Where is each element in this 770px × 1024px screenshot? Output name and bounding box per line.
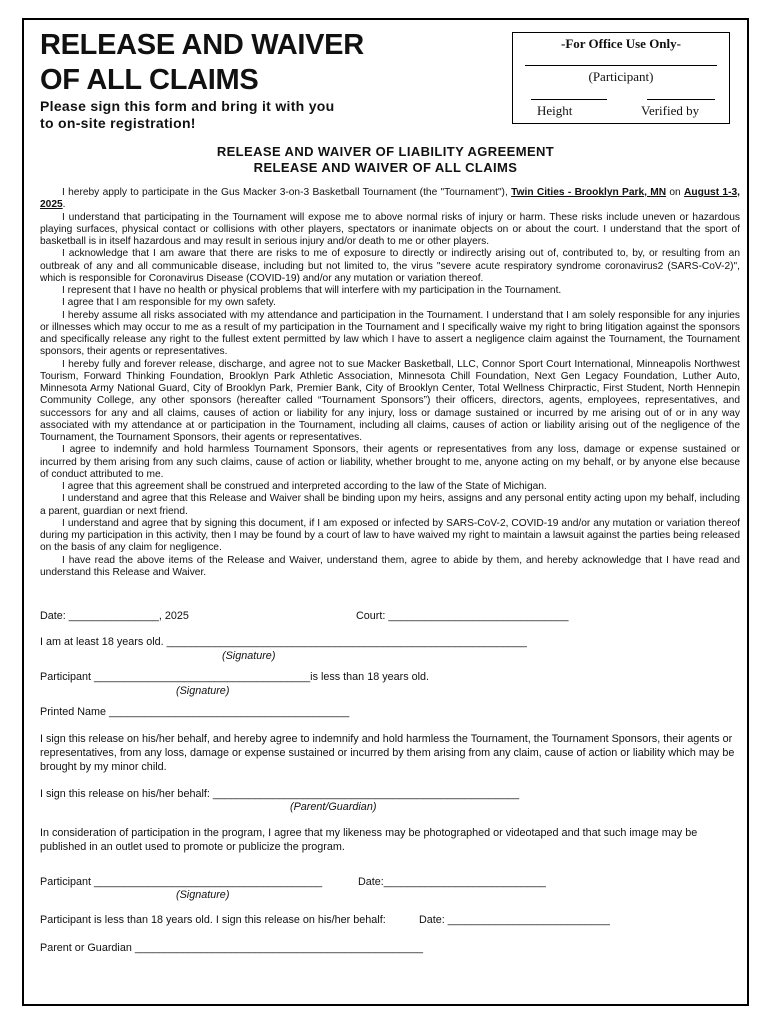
signature-caption: (Signature) — [222, 650, 276, 662]
printed-name-field[interactable]: Printed Name ________________________________________ — [40, 706, 350, 718]
agreement-paragraph: I hereby assume all risks associated with my attendance and participation in the Tournament. I understand that I am solely responsible for any injuries or illnesses which may occur to me as a result of my participation in the Tournament and I specifically waive my right to bring litigation against the sponsors and specifically release any right to the fullest extent permitted by law which I have to assert a negligence claim against the Tournament, the Tournament sponsors, their agents or representatives. — [40, 309, 740, 358]
paragraph-text: . — [62, 199, 66, 211]
signature-caption: (Signature) — [176, 685, 230, 697]
agreement-paragraph: I understand and agree that by signing this document, if I am exposed or infected by SARS-CoV-2, COVID-19 and/or any mutation or variation thereof during my participation in this activity, then I may be found by a court of law to have waived my right to maintain a lawsuit against the parties being released on the basis of any claim for negligence. — [40, 517, 740, 554]
minor-behalf-statement: Participant is less than 18 years old. I sign this release on his/her behalf: — [40, 914, 386, 926]
agreement-paragraph: I understand and agree that this Release and Waiver shall be binding upon my heirs, assigns and any personal entity acting upon my behalf, including a parent, guardian or next friend. — [40, 493, 740, 517]
paragraph-text: I hereby apply to participate in the Gus Macker 3-on-3 Basketball Tournament (the "Tournament"), — [62, 187, 512, 198]
event-location: Twin Cities - Brooklyn Park, MN — [511, 187, 667, 198]
instructions-line-2: to on-site registration! — [40, 115, 196, 131]
parent-guardian-caption: (Parent/Guardian) — [290, 801, 377, 813]
title-line-2: OF ALL CLAIMS — [40, 64, 259, 96]
participant-label: (Participant) — [588, 69, 654, 84]
waiver-form-page — [22, 18, 749, 1006]
minor-behalf-date-field[interactable]: Date: ___________________________ — [419, 914, 610, 926]
agreement-paragraph: I have read the above items of the Release and Waiver, understand them, agree to abide by them, and hereby acknowledge that I have read and understand this Release and Waiver. — [40, 554, 740, 578]
agreement-heading-1: RELEASE AND WAIVER OF LIABILITY AGREEMENT — [216, 144, 555, 159]
agreement-paragraph: I acknowledge that I am aware that there are risks to me of exposure to directly or indirectly arising out of, contributed to, by, or resulting from an outbreak of any and all communicable disease, including but not limited to, the virus "severe acute respiratory syndrome coronavirus2 (SARS-CoV-2)", which is responsible for Coronavirus Disease (COVID-19) and/or any mutation or variation thereof. — [40, 248, 740, 284]
agreement-paragraph: I understand that participating in the Tournament will expose me to above normal risks of injury or harm. These risks include uneven or hazardous playing surfaces, physical contact or collisions with other players, spectators or inanimate objects on or about the court. I understand that the sport of basketball is in itself hazardous and may result in serious injury and/or death to me or other players. — [40, 211, 740, 247]
title-line-1: RELEASE AND WAIVER — [40, 29, 364, 61]
participant-signature-field[interactable]: Participant ______________________________________ — [40, 876, 323, 888]
parent-guardian-field[interactable]: Parent or Guardian ________________________________________________ — [40, 942, 424, 954]
signature-section — [40, 20, 740, 1006]
agreement-paragraph: I agree to indemnify and hold harmless Tournament Sponsors, their agents or representatives from any loss, damage or expense sustained or incurred by them arising from any such claims, cause of action or liability, whether brought to me, anyone acting on my behalf, or by anyone else because of conduct attributed to me. — [40, 444, 740, 480]
agreement-paragraph: I represent that I have no health or physical problems that will interfere with my participation in the Tournament. — [62, 285, 562, 296]
agreement-heading-2: RELEASE AND WAIVER OF ALL CLAIMS — [253, 160, 518, 175]
court-field[interactable]: Court: ______________________________ — [356, 610, 569, 622]
paragraph-text: on — [666, 187, 685, 198]
office-use-heading: -For Office Use Only- — [561, 36, 681, 51]
minor-participant-field[interactable]: Participant ____________________________________is less than 18 years old. — [40, 671, 430, 683]
agreement-paragraph: I agree that I am responsible for my own safety. — [62, 297, 276, 309]
instructions-line-1: Please sign this form and bring it with you — [40, 98, 335, 114]
agreement-paragraph: I hereby fully and forever release, discharge, and agree not to sue Macker Basketball, LLC, Connor Sport Court International, Minneapolis Northwest Tourism, Forward Thinking Foundation, Brooklyn Park Athletic Association, Minnesota Chill Foundation, Next Gen Legacy Foundation, Luther Auto, Minnesota Army National Guard, City of Brooklyn Park, Premier Bank, City of Brooklyn Center, Total Wellness Chirpractic, First Student, North Hennepin Community College, any other sponsors (hereafter called “Tournament Sponsors”) their officers, directors, agents, employees, representatives, and successors for any and all claims, causes of action or liability for any injury, loss or damage sustained or incurred by me arising out of or in any way associated with my attendance at or participation in the Tournament, including all claims, causes of action or liability arising out of the negligence of the Tournament, the Tournament Sponsors, their agents or representatives. — [40, 358, 740, 443]
indemnify-statement: I sign this release on his/her behalf, and hereby agree to indemnify and hold harmless the Tournament, the Tournament Sponsors, their agents or representatives, from any loss, damage or expense sustained or incurred by them arising from any claim, cause of action or liability which may be brought by my minor child. — [40, 733, 735, 773]
signature-caption: (Signature) — [176, 889, 230, 901]
height-label: Height — [537, 103, 573, 118]
verified-by-label: Verified by — [641, 103, 700, 118]
adult-signature-field[interactable]: I am at least 18 years old. ____________________________________________________________ — [40, 636, 527, 648]
agreement-paragraph: I agree that this agreement shall be construed and interpreted according to the law of the State of Michigan. — [62, 481, 547, 492]
event-date: August 1-3, 2025 — [40, 187, 740, 211]
date-field[interactable]: Date: _______________, 2025 — [40, 610, 189, 622]
guardian-signature-field[interactable]: I sign this release on his/her behalf: ___________________________________________________ — [40, 788, 520, 800]
participant-date-field[interactable]: Date:___________________________ — [358, 876, 546, 888]
likeness-statement: In consideration of participation in the program, I agree that my likeness may be photographed or videotaped and that such image may be published in an outlet used to promote or publicize the program. — [40, 827, 698, 853]
